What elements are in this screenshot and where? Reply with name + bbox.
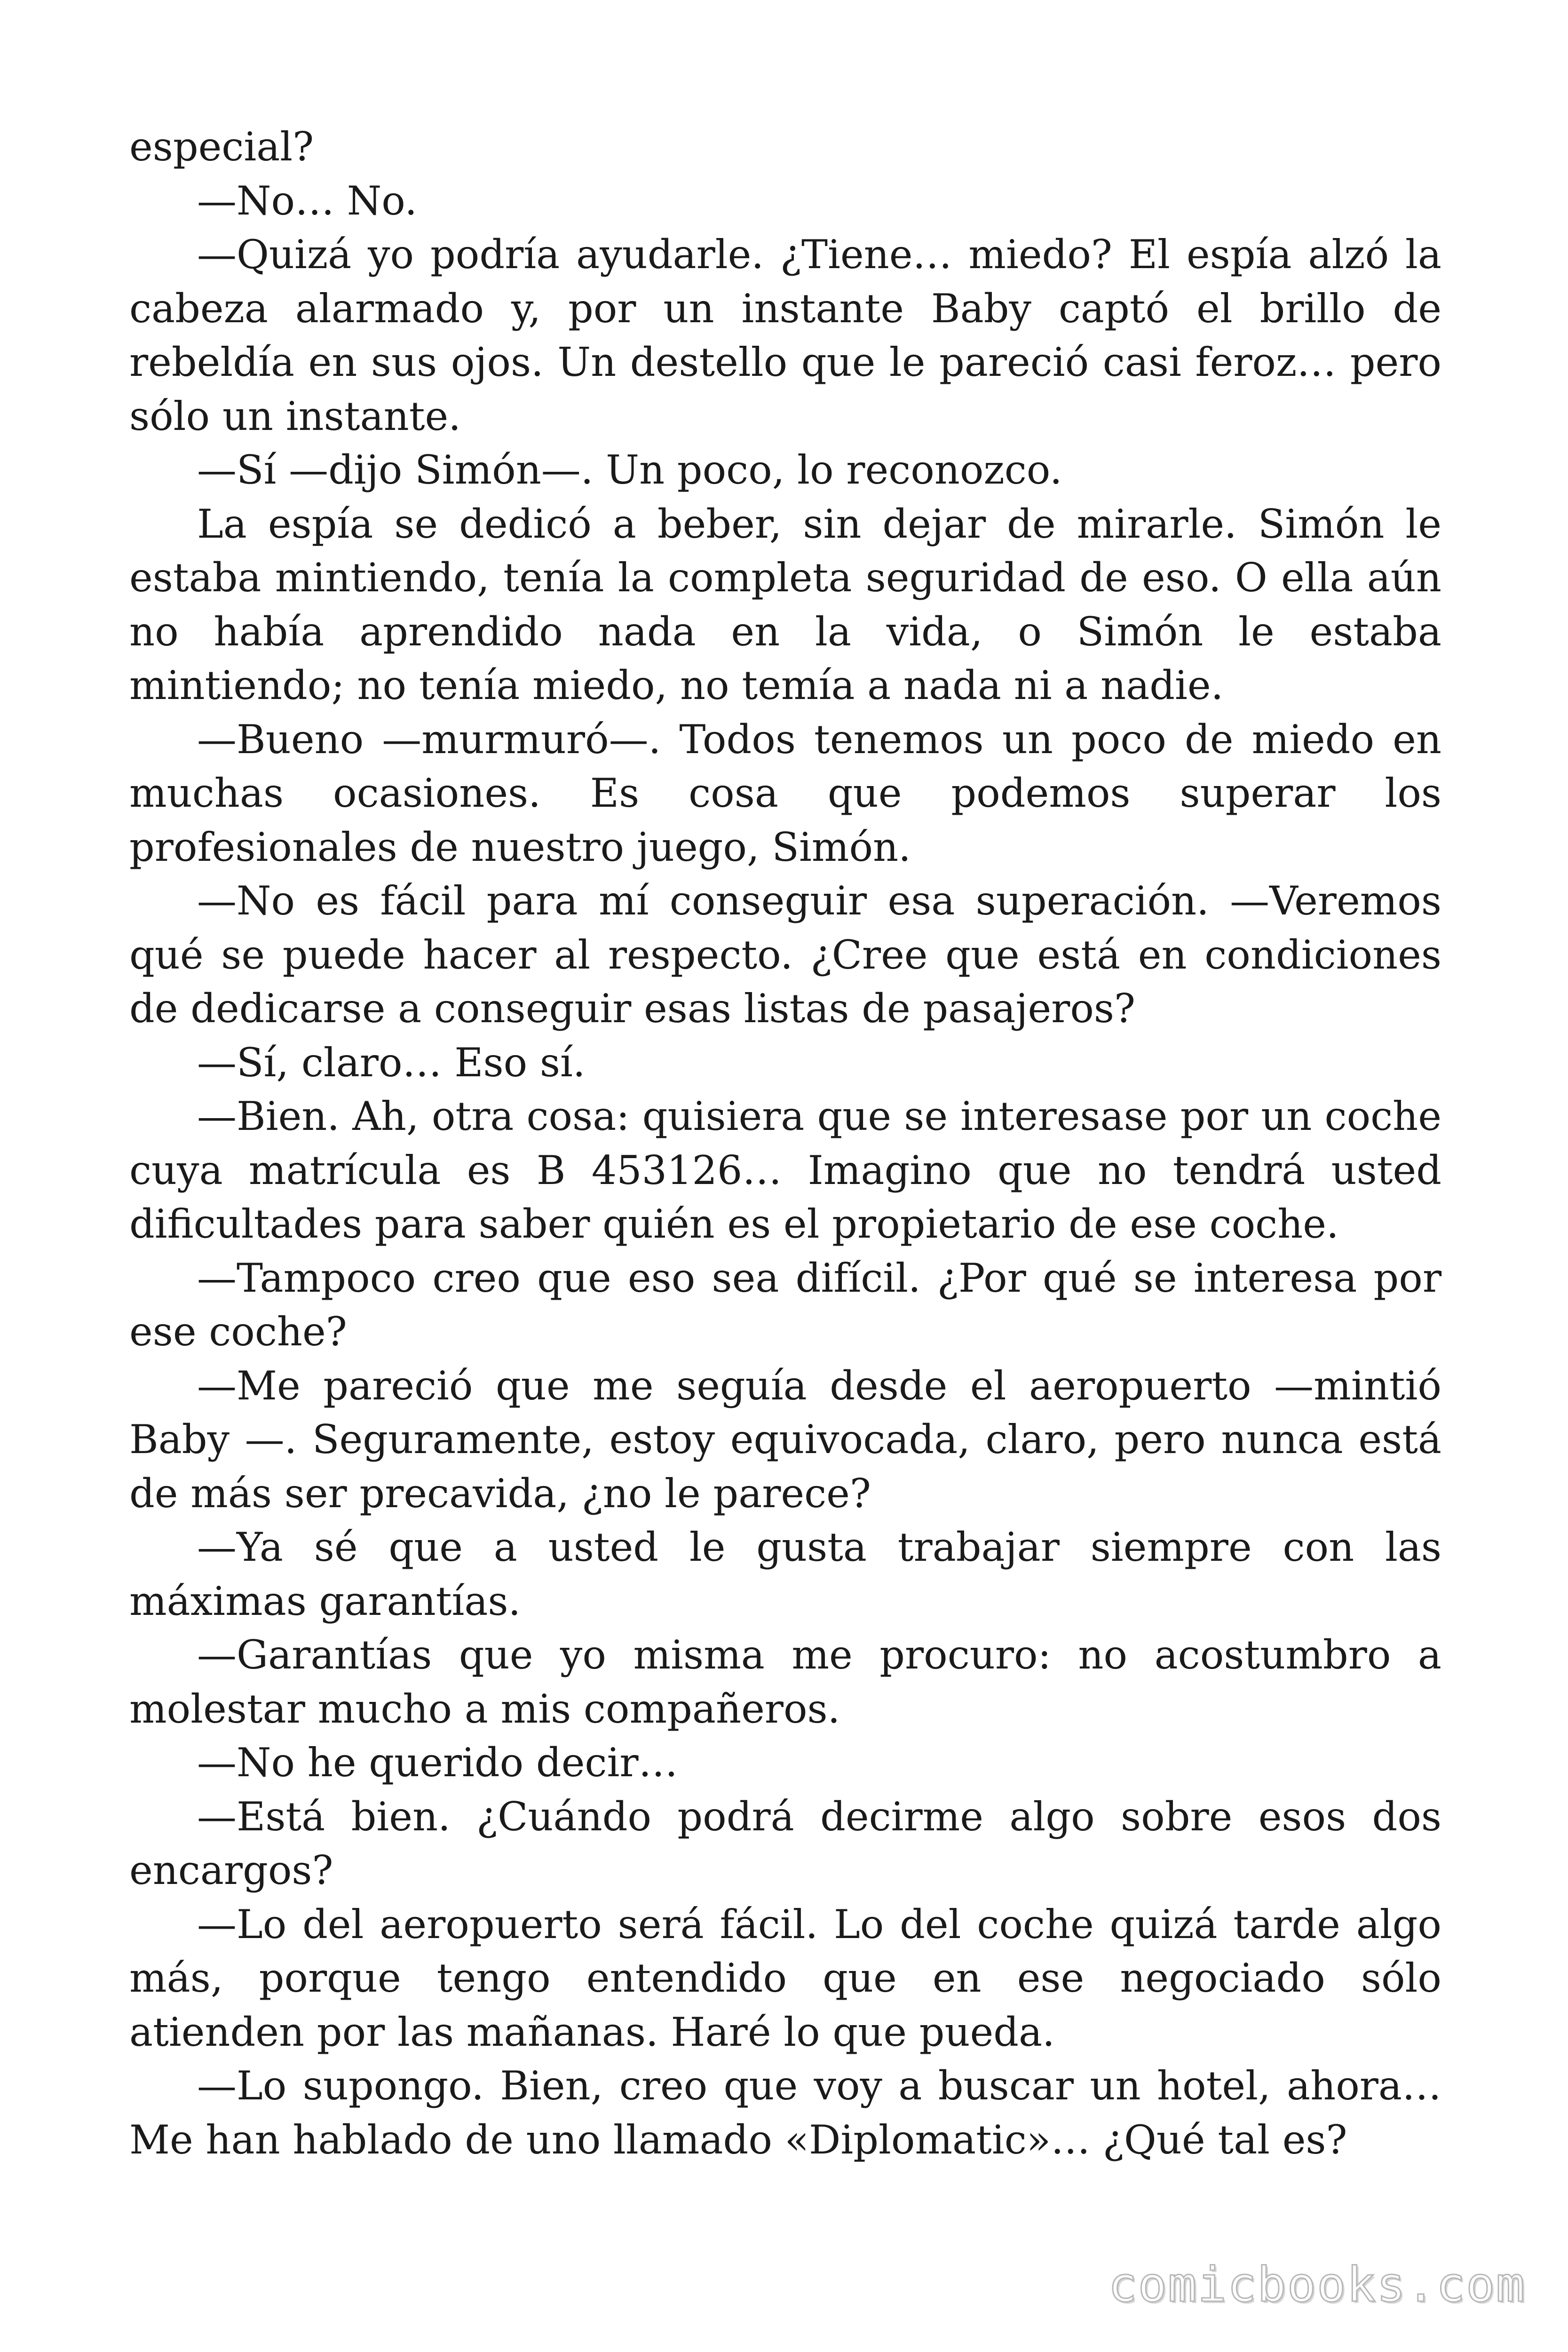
paragraph-17: —Lo supongo. Bien, creo que voy a buscar un hotel, ahora… Me han hablado de uno llamado «Diplomatic»… ¿Qué tal es? — [129, 2063, 1441, 2163]
paragraph-13: —Garantías que yo misma me procuro: no acostumbro a molestar mucho a mis compañeros. — [129, 1632, 1441, 1732]
paragraph-16: —Lo del aeropuerto será fácil. Lo del coche quizá tarde algo más, porque tengo entendido que en ese negociado sólo atienden por las mañanas. Haré lo que pueda. — [129, 1901, 1441, 2055]
paragraph-1: especial? — [129, 124, 314, 170]
paragraph-10: —Tampoco creo que eso sea difícil. ¿Por qué se interesa por ese coche? — [129, 1255, 1441, 1355]
paragraph-3: —Quizá yo podría ayudarle. ¿Tiene… miedo? El espía alzó la cabeza alarmado y, por un instante Baby captó el brillo de rebeldía en sus ojos. Un destello que le pareció casi feroz… pero sólo un instante. — [129, 231, 1441, 439]
paragraph-15: —Está bien. ¿Cuándo podrá decirme algo sobre esos dos encargos? — [129, 1793, 1441, 1893]
paragraph-4: —Sí —dijo Simón—. Un poco, lo reconozco. — [197, 447, 1062, 493]
paragraph-11: —Me pareció que me seguía desde el aeropuerto —mintió Baby —. Seguramente, estoy equivocada, claro, pero nunca está de más ser precavida, ¿no le parece? — [129, 1362, 1441, 1517]
book-page-text — [129, 120, 1441, 2167]
paragraph-8: —Sí, claro… Eso sí. — [197, 1039, 586, 1086]
paragraph-6: —Bueno —murmuró—. Todos tenemos un poco de miedo en muchas ocasiones. Es cosa que podemos superar los profesionales de nuestro juego, Simón. — [129, 716, 1441, 870]
site-watermark: comicbooks.com — [1108, 2257, 1526, 2313]
paragraph-12: —Ya sé que a usted le gusta trabajar siempre con las máximas garantías. — [129, 1524, 1441, 1624]
paragraph-7: —No es fácil para mí conseguir esa superación. —Veremos qué se puede hacer al respecto. ¿Cree que está en condiciones de dedicarse a conseguir esas listas de pasajeros? — [129, 878, 1441, 1032]
paragraph-2: —No… No. — [197, 177, 418, 224]
paragraph-5: La espía se dedicó a beber, sin dejar de mirarle. Simón le estaba mintiendo, tenía la completa seguridad de eso. O ella aún no había aprendido nada en la vida, o Simón le estaba mintiendo; no tenía miedo, no temía a nada ni a nadie. — [129, 501, 1441, 708]
paragraph-14: —No he querido decir… — [197, 1740, 678, 1786]
paragraph-9: —Bien. Ah, otra cosa: quisiera que se interesase por un coche cuya matrícula es B 453126… Imagino que no tendrá usted dificultades para saber quién es el propietario de ese coche. — [129, 1093, 1441, 1247]
